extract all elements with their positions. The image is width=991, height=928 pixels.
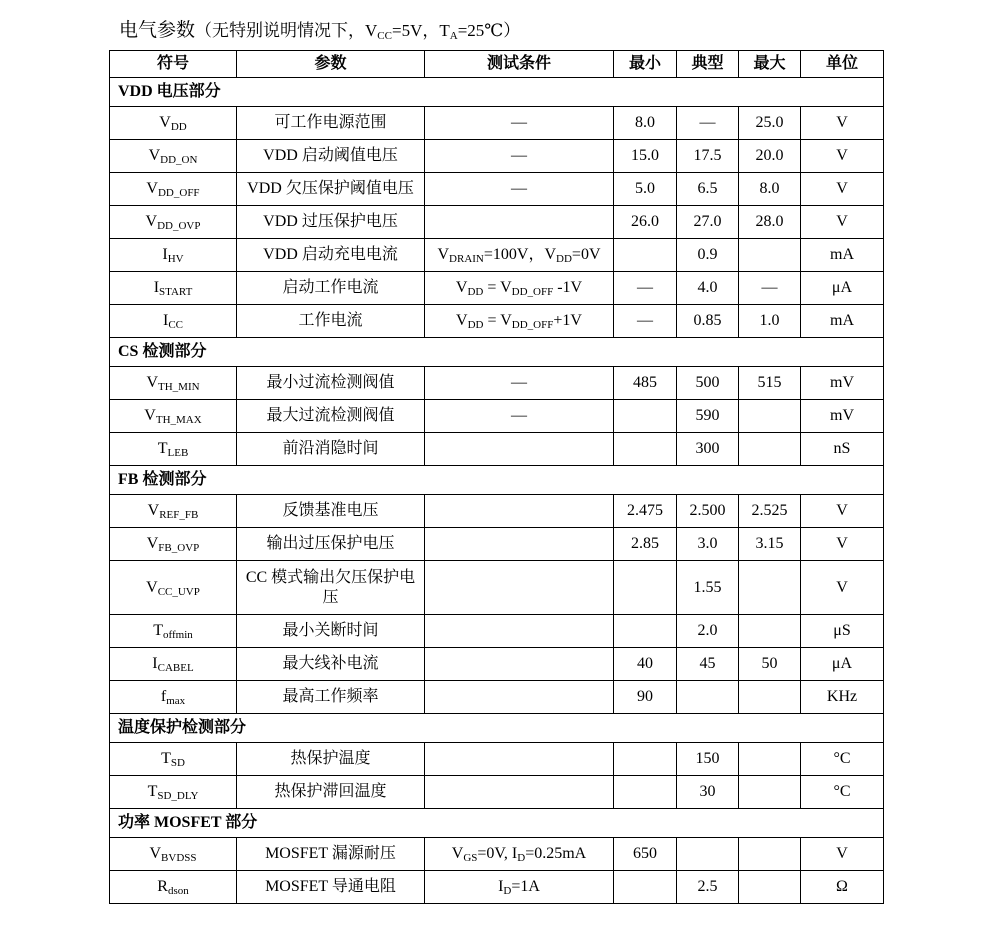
cell-min: — (614, 305, 677, 338)
symbol-letter: V (146, 535, 159, 552)
symbol-subscript: FB_OVP (158, 542, 200, 554)
section-title: 功率 MOSFET 部分 (110, 809, 884, 838)
symbol-letter: T (157, 440, 168, 457)
cell-symbol (110, 206, 237, 239)
condition-text: V (456, 312, 468, 329)
cell-typ: 590 (677, 400, 739, 433)
symbol-subscript: TH_MAX (155, 414, 202, 426)
cell-symbol (110, 838, 237, 871)
cell-parameter: 反馈基准电压 (237, 495, 425, 528)
symbol-subscript: REF_FB (159, 509, 199, 521)
cell-typ: 150 (677, 743, 739, 776)
table-row (110, 743, 884, 776)
symbol-subscript: DD (170, 121, 187, 133)
cell-min: — (614, 272, 677, 305)
symbol-letter: I (153, 279, 160, 296)
cell-min: 5.0 (614, 173, 677, 206)
cell-test-condition (425, 528, 614, 561)
cell-test-condition (425, 367, 614, 400)
cell-min: 8.0 (614, 107, 677, 140)
symbol-subscript: TH_MIN (158, 381, 200, 393)
section-title: 温度保护检测部分 (110, 714, 884, 743)
cell-test-condition (425, 272, 614, 305)
symbol-subscript: max (166, 695, 186, 707)
symbol-subscript: HV (167, 253, 184, 265)
cell-parameter: VDD 过压保护电压 (237, 206, 425, 239)
cell-max (739, 838, 801, 871)
cell-parameter: 可工作电源范围 (237, 107, 425, 140)
cell-max: 2.525 (739, 495, 801, 528)
cell-min (614, 776, 677, 809)
cell-parameter: 热保护滞回温度 (237, 776, 425, 809)
cell-unit: mV (801, 367, 884, 400)
table-row (110, 871, 884, 904)
symbol-subscript: DD_ON (160, 154, 198, 166)
header-test-condition: 测试条件 (425, 51, 614, 78)
cell-unit: μS (801, 615, 884, 648)
cell-test-condition (425, 140, 614, 173)
table-row (110, 206, 884, 239)
condition-text: — (511, 374, 527, 391)
cell-unit: V (801, 107, 884, 140)
cell-max (739, 239, 801, 272)
document-title (119, 14, 879, 48)
cell-parameter: VDD 启动充电电流 (237, 239, 425, 272)
cell-symbol (110, 173, 237, 206)
cell-test-condition (425, 561, 614, 615)
table-row (110, 107, 884, 140)
header-symbol: 符号 (110, 51, 237, 78)
cell-test-condition (425, 107, 614, 140)
condition-subscript: DD_OFF (511, 286, 554, 298)
cell-min: 2.85 (614, 528, 677, 561)
condition-subscript: DD_OFF (511, 319, 554, 331)
cell-parameter: CC 模式输出欠压保护电压 (237, 561, 425, 615)
table-row (110, 173, 884, 206)
header-typ: 典型 (677, 51, 739, 78)
table-row (110, 305, 884, 338)
cell-min (614, 561, 677, 615)
condition-text: =0.25mA (525, 845, 587, 862)
cell-unit: mV (801, 400, 884, 433)
cell-min (614, 239, 677, 272)
cell-unit: nS (801, 433, 884, 466)
cell-unit: V (801, 140, 884, 173)
cell-parameter: 前沿消隐时间 (237, 433, 425, 466)
cell-typ: 4.0 (677, 272, 739, 305)
cell-max (739, 871, 801, 904)
table-body (110, 78, 884, 904)
condition-text: — (511, 147, 527, 164)
symbol-letter: I (162, 312, 169, 329)
symbol-subscript: LEB (167, 447, 189, 459)
cell-parameter: MOSFET 漏源耐压 (237, 838, 425, 871)
symbol-letter: V (149, 845, 162, 862)
cell-test-condition (425, 648, 614, 681)
symbol-subscript: CC (168, 319, 183, 331)
condition-text: =0V, I (477, 845, 518, 862)
cell-test-condition (425, 305, 614, 338)
cell-typ: 30 (677, 776, 739, 809)
cell-symbol (110, 561, 237, 615)
condition-subscript: DD (467, 319, 484, 331)
cell-unit: V (801, 173, 884, 206)
cell-max (739, 561, 801, 615)
condition-text: = V (483, 312, 512, 329)
condition-text: -1V (553, 279, 583, 296)
cell-unit: V (801, 561, 884, 615)
cell-symbol (110, 648, 237, 681)
cell-min (614, 743, 677, 776)
condition-subscript: DRAIN (449, 253, 484, 265)
cell-max: 20.0 (739, 140, 801, 173)
cell-typ: 300 (677, 433, 739, 466)
cell-parameter: 热保护温度 (237, 743, 425, 776)
table-row (110, 239, 884, 272)
cell-parameter: 最大过流检测阀值 (237, 400, 425, 433)
symbol-letter: I (152, 655, 158, 672)
cell-max (739, 743, 801, 776)
cell-typ: 6.5 (677, 173, 739, 206)
cell-test-condition (425, 743, 614, 776)
cell-test-condition (425, 681, 614, 714)
cell-max: — (739, 272, 801, 305)
cell-typ: 2.5 (677, 871, 739, 904)
condition-text: V (455, 279, 468, 296)
cell-unit: V (801, 206, 884, 239)
cell-symbol (110, 871, 237, 904)
cell-min (614, 615, 677, 648)
cell-parameter: MOSFET 导通电阻 (237, 871, 425, 904)
cell-parameter: 工作电流 (237, 305, 425, 338)
cell-symbol (110, 239, 237, 272)
cell-typ (677, 838, 739, 871)
section-header-row (110, 809, 884, 838)
cell-min: 15.0 (614, 140, 677, 173)
cell-max: 28.0 (739, 206, 801, 239)
cell-unit: mA (801, 305, 884, 338)
cell-symbol (110, 367, 237, 400)
cell-max (739, 433, 801, 466)
table-row (110, 272, 884, 305)
table-row (110, 367, 884, 400)
cell-symbol (110, 272, 237, 305)
cell-typ: 45 (677, 648, 739, 681)
cell-max: 515 (739, 367, 801, 400)
table-row (110, 400, 884, 433)
symbol-subscript: CC_UVP (157, 585, 200, 598)
cell-typ: 0.85 (677, 305, 739, 338)
table-row (110, 681, 884, 714)
cell-unit: μA (801, 272, 884, 305)
symbol-letter: R (157, 878, 168, 895)
cell-unit: °C (801, 743, 884, 776)
condition-text: V (437, 246, 450, 263)
symbol-letter: V (159, 114, 171, 131)
cell-test-condition (425, 433, 614, 466)
cell-min (614, 400, 677, 433)
cell-parameter: 最小关断时间 (237, 615, 425, 648)
symbol-subscript: DD_OVP (157, 220, 201, 232)
cell-max: 8.0 (739, 173, 801, 206)
section-title: FB 检测部分 (110, 466, 884, 495)
condition-subscript: GS (463, 852, 478, 864)
cell-typ: 2.0 (677, 615, 739, 648)
condition-text: = V (483, 279, 512, 296)
cell-symbol (110, 495, 237, 528)
cell-parameter: 最小过流检测阀值 (237, 367, 425, 400)
cell-symbol (110, 305, 237, 338)
cell-typ: 0.9 (677, 239, 739, 272)
condition-text: — (511, 180, 527, 197)
table-row (110, 433, 884, 466)
cell-test-condition (425, 495, 614, 528)
cell-symbol (110, 140, 237, 173)
section-header-row (110, 714, 884, 743)
cell-parameter: 最高工作频率 (237, 681, 425, 714)
cell-typ: 2.500 (677, 495, 739, 528)
cell-min (614, 871, 677, 904)
symbol-letter: V (146, 180, 158, 197)
cell-test-condition (425, 871, 614, 904)
table-header-row (110, 51, 884, 78)
cell-unit: μA (801, 648, 884, 681)
title-condition: （无特别说明情况下，$V_{CC}=5V$，$T_A=25℃$） (195, 21, 521, 42)
condition-text: I (498, 878, 504, 895)
cell-typ: 17.5 (677, 140, 739, 173)
table-row (110, 140, 884, 173)
cell-test-condition (425, 173, 614, 206)
cell-parameter: VDD 欠压保护阈值电压 (237, 173, 425, 206)
symbol-letter: V (146, 578, 158, 596)
cell-unit: KHz (801, 681, 884, 714)
cell-test-condition (425, 776, 614, 809)
symbol-letter: f (160, 688, 167, 705)
cell-max: 50 (739, 648, 801, 681)
section-header-row (110, 338, 884, 367)
condition-text: — (511, 114, 527, 131)
table-row (110, 838, 884, 871)
title-main: 电气参数 (119, 20, 196, 41)
cell-max (739, 615, 801, 648)
symbol-letter: I (162, 246, 168, 263)
cell-symbol (110, 743, 237, 776)
cell-symbol (110, 528, 237, 561)
section-header-row (110, 78, 884, 107)
cell-typ: — (677, 107, 739, 140)
electrical-parameters-table (109, 50, 884, 904)
cell-min: 40 (614, 648, 677, 681)
table-row (110, 776, 884, 809)
cell-min: 650 (614, 838, 677, 871)
symbol-subscript: SD (170, 757, 185, 769)
cell-min: 485 (614, 367, 677, 400)
cell-parameter: 最大线补电流 (237, 648, 425, 681)
table-row (110, 615, 884, 648)
cell-unit: V (801, 495, 884, 528)
symbol-subscript: dson (167, 885, 189, 897)
cell-max: 25.0 (739, 107, 801, 140)
cell-parameter: VDD 启动阈值电压 (237, 140, 425, 173)
header-min: 最小 (614, 51, 677, 78)
section-title: CS 检测部分 (110, 338, 884, 367)
cell-symbol (110, 107, 237, 140)
cell-typ: 27.0 (677, 206, 739, 239)
cell-max: 3.15 (739, 528, 801, 561)
symbol-letter: V (146, 374, 158, 391)
cell-unit: mA (801, 239, 884, 272)
cell-max (739, 776, 801, 809)
cell-test-condition (425, 206, 614, 239)
cell-typ (677, 681, 739, 714)
header-unit: 单位 (801, 51, 884, 78)
table-row (110, 528, 884, 561)
cell-min (614, 433, 677, 466)
symbol-subscript: BVDSS (161, 852, 197, 864)
symbol-letter: V (145, 213, 158, 230)
condition-text: +1V (553, 312, 582, 329)
symbol-letter: T (147, 783, 158, 800)
condition-text: =100V，V (483, 246, 557, 263)
condition-text: =0V (571, 246, 601, 263)
cell-max (739, 400, 801, 433)
symbol-subscript: START (159, 286, 193, 298)
cell-symbol (110, 615, 237, 648)
cell-max: 1.0 (739, 305, 801, 338)
symbol-subscript: SD_DLY (157, 790, 199, 802)
table-row (110, 648, 884, 681)
cell-unit: °C (801, 776, 884, 809)
cell-test-condition (425, 400, 614, 433)
table-row (110, 561, 884, 615)
condition-text: V (451, 845, 464, 862)
cell-typ: 500 (677, 367, 739, 400)
cell-typ: 1.55 (677, 561, 739, 615)
cell-parameter: 输出过压保护电压 (237, 528, 425, 561)
symbol-letter: V (148, 147, 161, 164)
condition-subscript: DD (467, 286, 484, 298)
condition-text: =1A (511, 878, 540, 895)
cell-symbol (110, 776, 237, 809)
cell-min: 26.0 (614, 206, 677, 239)
cell-min: 90 (614, 681, 677, 714)
cell-unit: Ω (801, 871, 884, 904)
cell-max (739, 681, 801, 714)
header-parameter: 参数 (237, 51, 425, 78)
section-title: VDD 电压部分 (110, 78, 884, 107)
header-max: 最大 (739, 51, 801, 78)
cell-test-condition (425, 615, 614, 648)
symbol-subscript: CABEL (157, 662, 194, 674)
cell-symbol (110, 400, 237, 433)
condition-subscript: DD (556, 253, 572, 265)
table-row (110, 495, 884, 528)
condition-subscript: D (503, 885, 512, 897)
symbol-letter: V (147, 502, 160, 519)
condition-text: — (511, 407, 527, 424)
cell-unit: V (801, 838, 884, 871)
cell-parameter: 启动工作电流 (237, 272, 425, 305)
symbol-subscript: DD_OFF (157, 187, 200, 199)
section-header-row (110, 466, 884, 495)
cell-symbol (110, 681, 237, 714)
cell-min: 2.475 (614, 495, 677, 528)
symbol-subscript: offmin (163, 629, 193, 641)
condition-subscript: D (517, 852, 526, 864)
cell-test-condition (425, 239, 614, 272)
symbol-letter: T (161, 750, 171, 767)
cell-unit: V (801, 528, 884, 561)
symbol-letter: V (144, 407, 156, 424)
symbol-letter: T (153, 622, 164, 639)
cell-test-condition (425, 838, 614, 871)
cell-typ: 3.0 (677, 528, 739, 561)
cell-symbol (110, 433, 237, 466)
